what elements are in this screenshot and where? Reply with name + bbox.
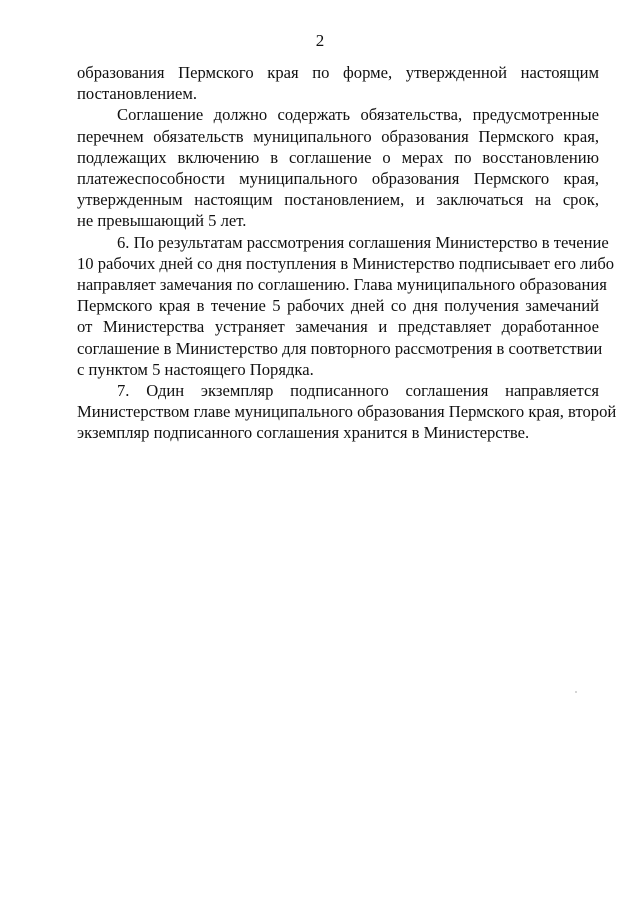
scan-artifact [575,691,577,693]
text-line: от Министерства устраняет замечания и представляет доработанное [77,317,599,337]
text-line: 6. По результатам рассмотрения соглашения Министерство в течение [117,232,609,252]
document-body [77,62,617,444]
text-line: Пермского края в течение 5 рабочих дней со дня получения замечаний [77,296,599,316]
text-line: постановлением. [77,84,197,104]
text-line: не превышающий 5 лет. [77,211,247,231]
page-number: 2 [315,31,325,50]
text-line: соглашение в Министерство для повторного рассмотрения в соответствии [77,338,603,358]
text-line: подлежащих включению в соглашение о мерах по восстановлению [77,147,599,167]
text-line: Соглашение должно содержать обязательства, предусмотренные [117,105,599,125]
text-line: 10 рабочих дней со дня поступления в Министерство подписывает его либо [77,253,615,273]
text-line: экземпляр подписанного соглашения хранится в Министерстве. [77,423,530,443]
paragraph-agreement-obligations [77,104,599,231]
text-line: утвержденным настоящим постановлением, и заключаться на срок, [77,190,599,210]
text-line: с пунктом 5 настоящего Порядка. [77,359,314,379]
text-line: перечнем обязательств муниципального образования Пермского края, [77,126,599,146]
text-line: Министерством главе муниципального образования Пермского края, второй [77,402,617,422]
text-line: направляет замечания по соглашению. Глава муниципального образования [77,275,607,295]
text-line: платежеспособности муниципального образования Пермского края, [77,169,599,189]
paragraph-item-6 [77,232,615,380]
text-line: образования Пермского края по форме, утвержденной настоящим [77,63,599,82]
text-line: 7. Один экземпляр подписанного соглашения направляется [117,381,599,401]
paragraph-item-7 [77,380,617,444]
paragraph-continuation [77,62,599,104]
